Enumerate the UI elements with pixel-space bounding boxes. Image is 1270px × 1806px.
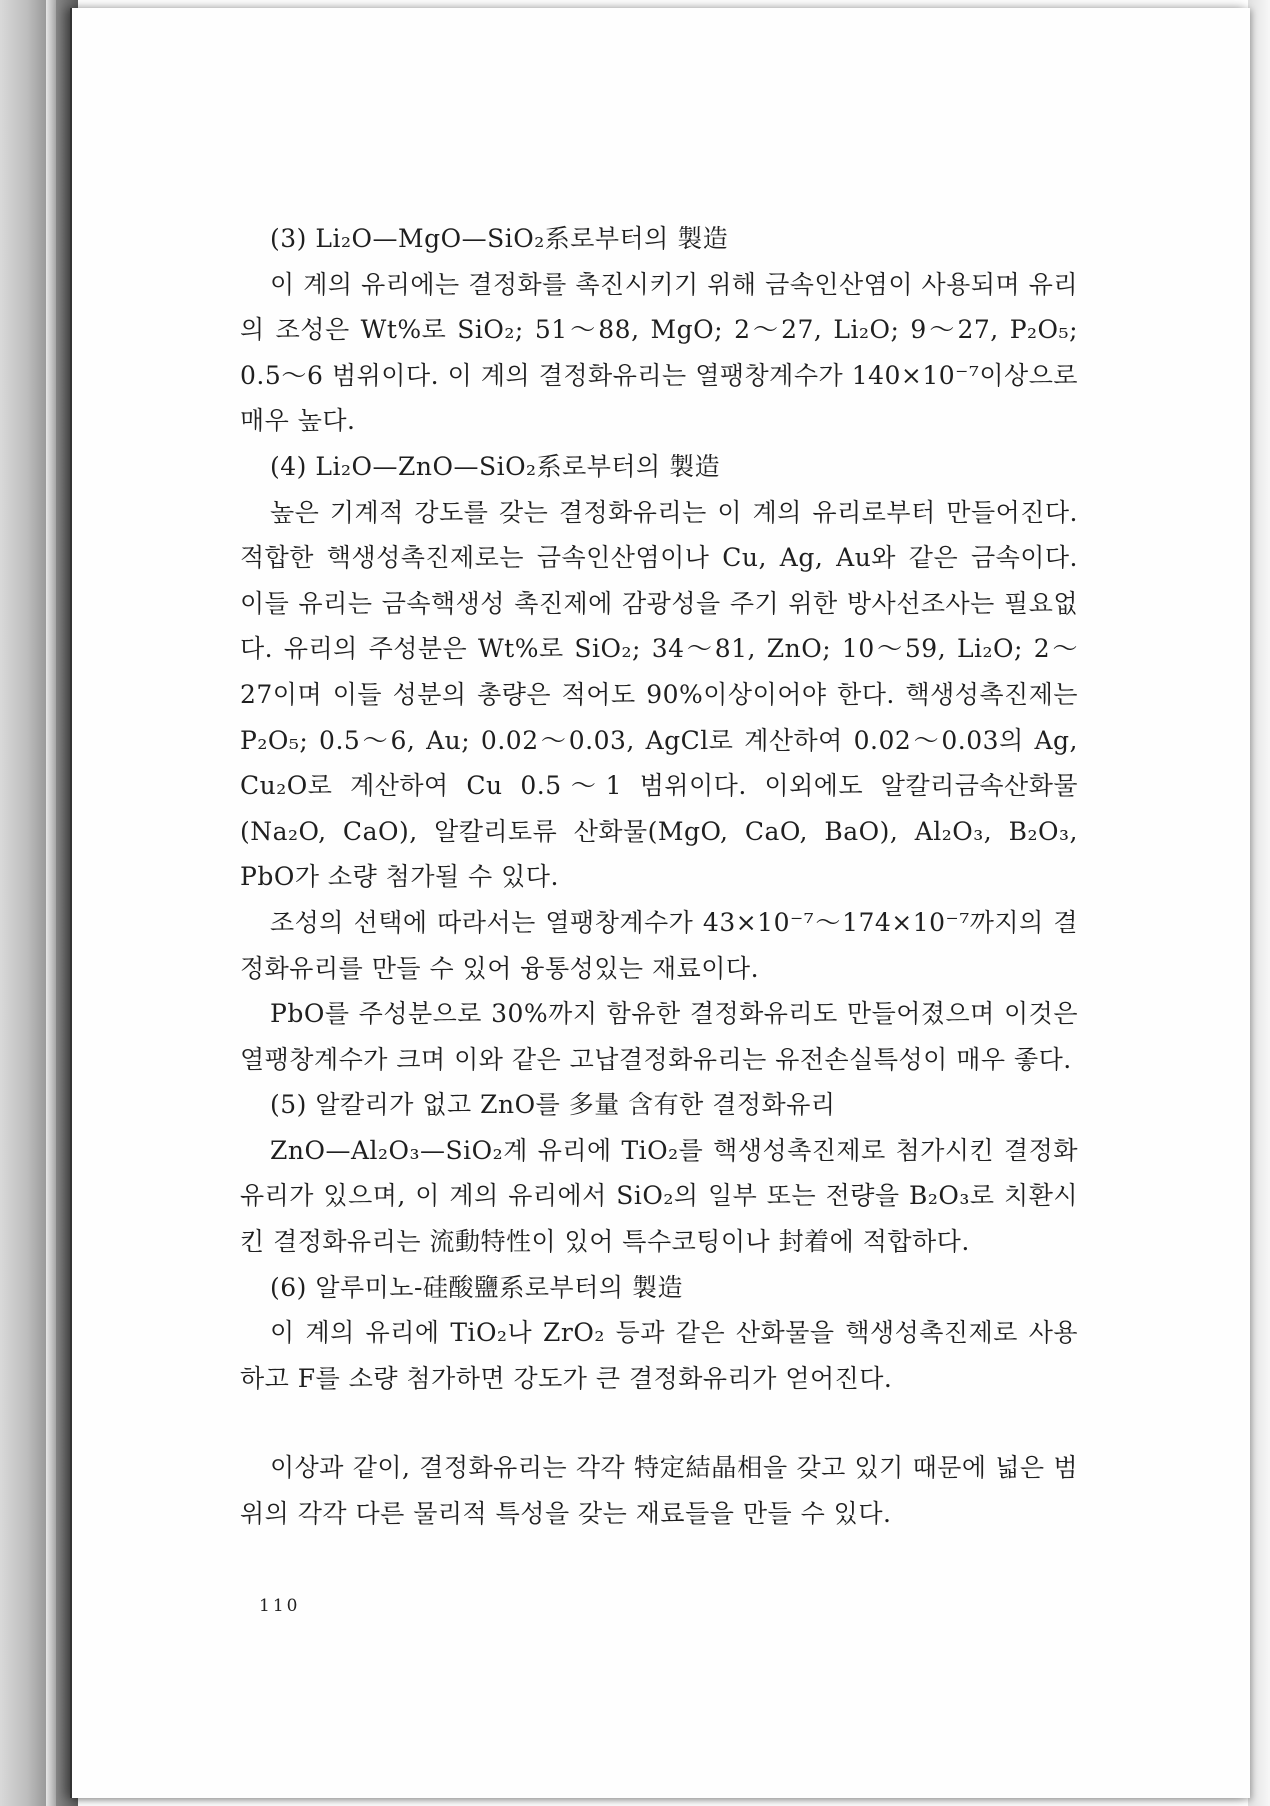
conclusion-paragraph: 이상과 같이, 결정화유리는 각각 特定結晶相을 갖고 있기 때문에 넓은 범위의 각각 다른 물리적 특성을 갖는 재료들을 만들 수 있다. (240, 1453, 1078, 1529)
paragraph: 이 계의 유리에 TiO₂나 ZrO₂ 등과 같은 산화물을 핵생성촉진제로 사용하고 F를 소량 첨가하면 강도가 큰 결정화유리가 얻어진다. (240, 1318, 1078, 1393)
page-body (240, 216, 1078, 1537)
section-heading: (4) Li₂O—ZnO—SiO₂系로부터의 製造 (270, 451, 721, 481)
paragraph: ZnO—Al₂O₃—SiO₂계 유리에 TiO₂를 핵생성촉진제로 첨가시킨 결정화유리가 있으며, 이 계의 유리에서 SiO₂의 일부 또는 전량을 B₂O₃로 치환시킨 결정화유리는 流動特性이 있어 특수코팅이나 封着에 적합하다. (240, 1135, 1078, 1257)
section-5 (240, 1082, 1078, 1264)
paragraph: 조성의 선택에 따라서는 열팽창계수가 43×10⁻⁷～174×10⁻⁷까지의 결정화유리를 만들 수 있어 융통성있는 재료이다. (240, 907, 1078, 983)
section-4 (240, 444, 1078, 1082)
section-6 (240, 1265, 1078, 1402)
right-margin-shade (1248, 0, 1270, 1806)
paragraph: PbO를 주성분으로 30%까지 함유한 결정화유리도 만들어졌으며 이것은 열팽창계수가 크며 이와 같은 고납결정화유리는 유전손실특성이 매우 좋다. (240, 999, 1078, 1074)
section-heading: (6) 알루미노-硅酸鹽系로부터의 製造 (270, 1272, 683, 1302)
section-heading: (5) 알칼리가 없고 ZnO를 多量 含有한 결정화유리 (270, 1090, 836, 1120)
section-3 (240, 216, 1078, 444)
section-heading: (3) Li₂O—MgO—SiO₂系로부터의 製造 (270, 224, 729, 253)
page-number: 110 (259, 1596, 301, 1616)
page-stack-edge (46, 0, 56, 1806)
paragraph: 이 계의 유리에는 결정화를 촉진시키기 위해 금속인산염이 사용되며 유리의 조성은 Wt%로 SiO₂; 51～88, MgO; 2～27, Li₂O; 9～27, P₂O₅; 0.5～6 범위이다. 이 계의 결정화유리는 열팽창계수가 140×10⁻⁷이상으로 매우 높다. (240, 269, 1078, 436)
book-binding (0, 0, 78, 1806)
paragraph: 높은 기계적 강도를 갖는 결정화유리는 이 계의 유리로부터 만들어진다. 적합한 핵생성촉진제로는 금속인산염이나 Cu, Ag, Au와 같은 금속이다. 이들 유리는 금속핵생성 촉진제에 감광성을 주기 위한 방사선조사는 필요없다. 유리의 주성분은 Wt%로 SiO₂; 34～81, ZnO; 10～59, Li₂O; 2～27이며 이들 성분의 총량은 적어도 90%이상이어야 한다. 핵생성촉진제는 P₂O₅; 0.5～6, Au; 0.02～0.03, AgCl로 계산하여 0.02～0.03의 Ag, Cu₂O로 계산하여 Cu 0.5～1 범위이다. 이외에도 알칼리금속산화물(Na₂O, CaO), 알칼리토류 산화물(MgO, CaO, BaO), Al₂O₃, B₂O₃, PbO가 소량 첨가될 수 있다. (240, 497, 1078, 892)
paragraph-gap (240, 1401, 1078, 1445)
